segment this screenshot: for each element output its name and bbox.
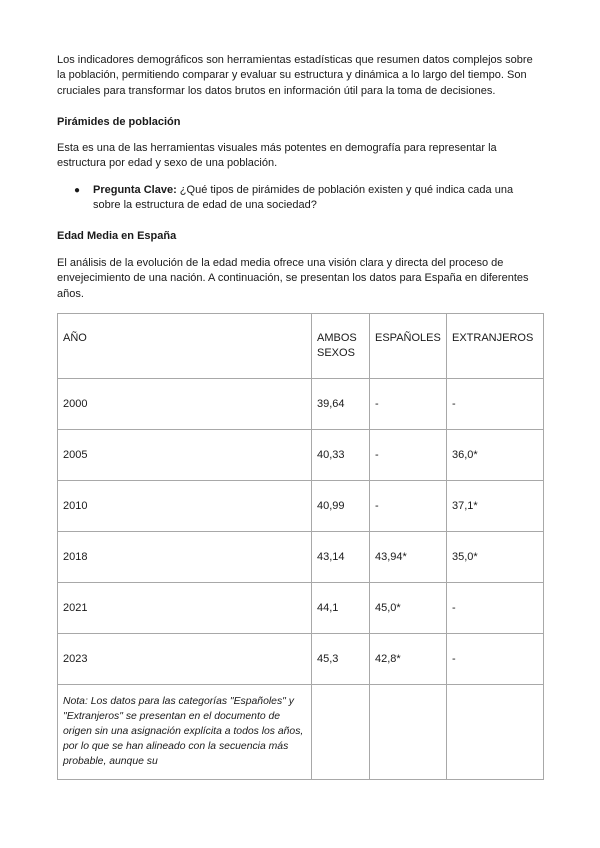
table-row	[58, 583, 544, 634]
section-heading-pyramids: Pirámides de población	[57, 116, 181, 128]
cell-year: 2023	[58, 634, 312, 685]
table-note: Nota: Los datos para las categorías "Españoles" y "Extranjeros" se presentan en el documento de origen sin una asignación explícita a todos los años, por lo que se han alineado con la secuencia más probable, aunque su	[58, 685, 312, 780]
cell-foreigners: 37,1*	[447, 481, 544, 532]
empty-cell	[370, 685, 447, 780]
cell-both-sexes: 40,99	[312, 481, 370, 532]
cell-both-sexes: 40,33	[312, 430, 370, 481]
key-question-text: ¿Qué tipos de pirámides de población existen y qué indica cada una sobre la estructura de edad de una sociedad?	[93, 183, 514, 211]
cell-spanish: 43,94*	[370, 532, 447, 583]
cell-both-sexes: 39,64	[312, 379, 370, 430]
cell-foreigners: 36,0*	[447, 430, 544, 481]
bullet-dot-icon: ●	[74, 184, 81, 196]
table-note-row	[58, 685, 544, 780]
cell-year: 2021	[58, 583, 312, 634]
cell-spanish: -	[370, 379, 447, 430]
pyramids-paragraph: Esta es una de las herramientas visuales más potentes en demografía para representar la estructura por edad y sexo de una población.	[57, 142, 497, 170]
cell-year: 2005	[58, 430, 312, 481]
document-page	[57, 53, 543, 780]
key-question-label: Pregunta Clave:	[93, 183, 177, 196]
empty-cell	[447, 685, 544, 780]
table-header-row	[58, 314, 544, 379]
cell-both-sexes: 44,1	[312, 583, 370, 634]
cell-foreigners: -	[447, 634, 544, 685]
empty-cell	[312, 685, 370, 780]
cell-spanish: -	[370, 430, 447, 481]
median-age-paragraph: El análisis de la evolución de la edad media ofrece una visión clara y directa del proceso de envejecimiento de una nación. A continuación, se presentan los datos para España en diferentes años.	[57, 257, 529, 300]
header-year: AÑO	[58, 314, 312, 379]
table-row	[58, 532, 544, 583]
table-row	[58, 379, 544, 430]
header-foreigners: EXTRANJEROS	[447, 314, 544, 379]
cell-both-sexes: 45,3	[312, 634, 370, 685]
table-row	[58, 634, 544, 685]
cell-year: 2010	[58, 481, 312, 532]
cell-foreigners: -	[447, 583, 544, 634]
header-both-sexes: AMBOS SEXOS	[312, 314, 370, 379]
table-row	[58, 481, 544, 532]
key-question-bullet	[57, 183, 543, 214]
header-spanish: ESPAÑOLES	[370, 314, 447, 379]
intro-paragraph: Los indicadores demográficos son herramientas estadísticas que resumen datos complejos sobre la población, permitiendo comparar y evaluar su estructura y dinámica a lo largo del tiempo. Son cruciales para transformar los datos brutos en información útil para la toma de decisiones.	[57, 54, 533, 97]
cell-spanish: 45,0*	[370, 583, 447, 634]
cell-foreigners: 35,0*	[447, 532, 544, 583]
median-age-table	[57, 313, 544, 780]
cell-foreigners: -	[447, 379, 544, 430]
cell-year: 2000	[58, 379, 312, 430]
cell-year: 2018	[58, 532, 312, 583]
cell-both-sexes: 43,14	[312, 532, 370, 583]
table-row	[58, 430, 544, 481]
cell-spanish: 42,8*	[370, 634, 447, 685]
cell-spanish: -	[370, 481, 447, 532]
section-heading-median-age: Edad Media en España	[57, 230, 177, 243]
